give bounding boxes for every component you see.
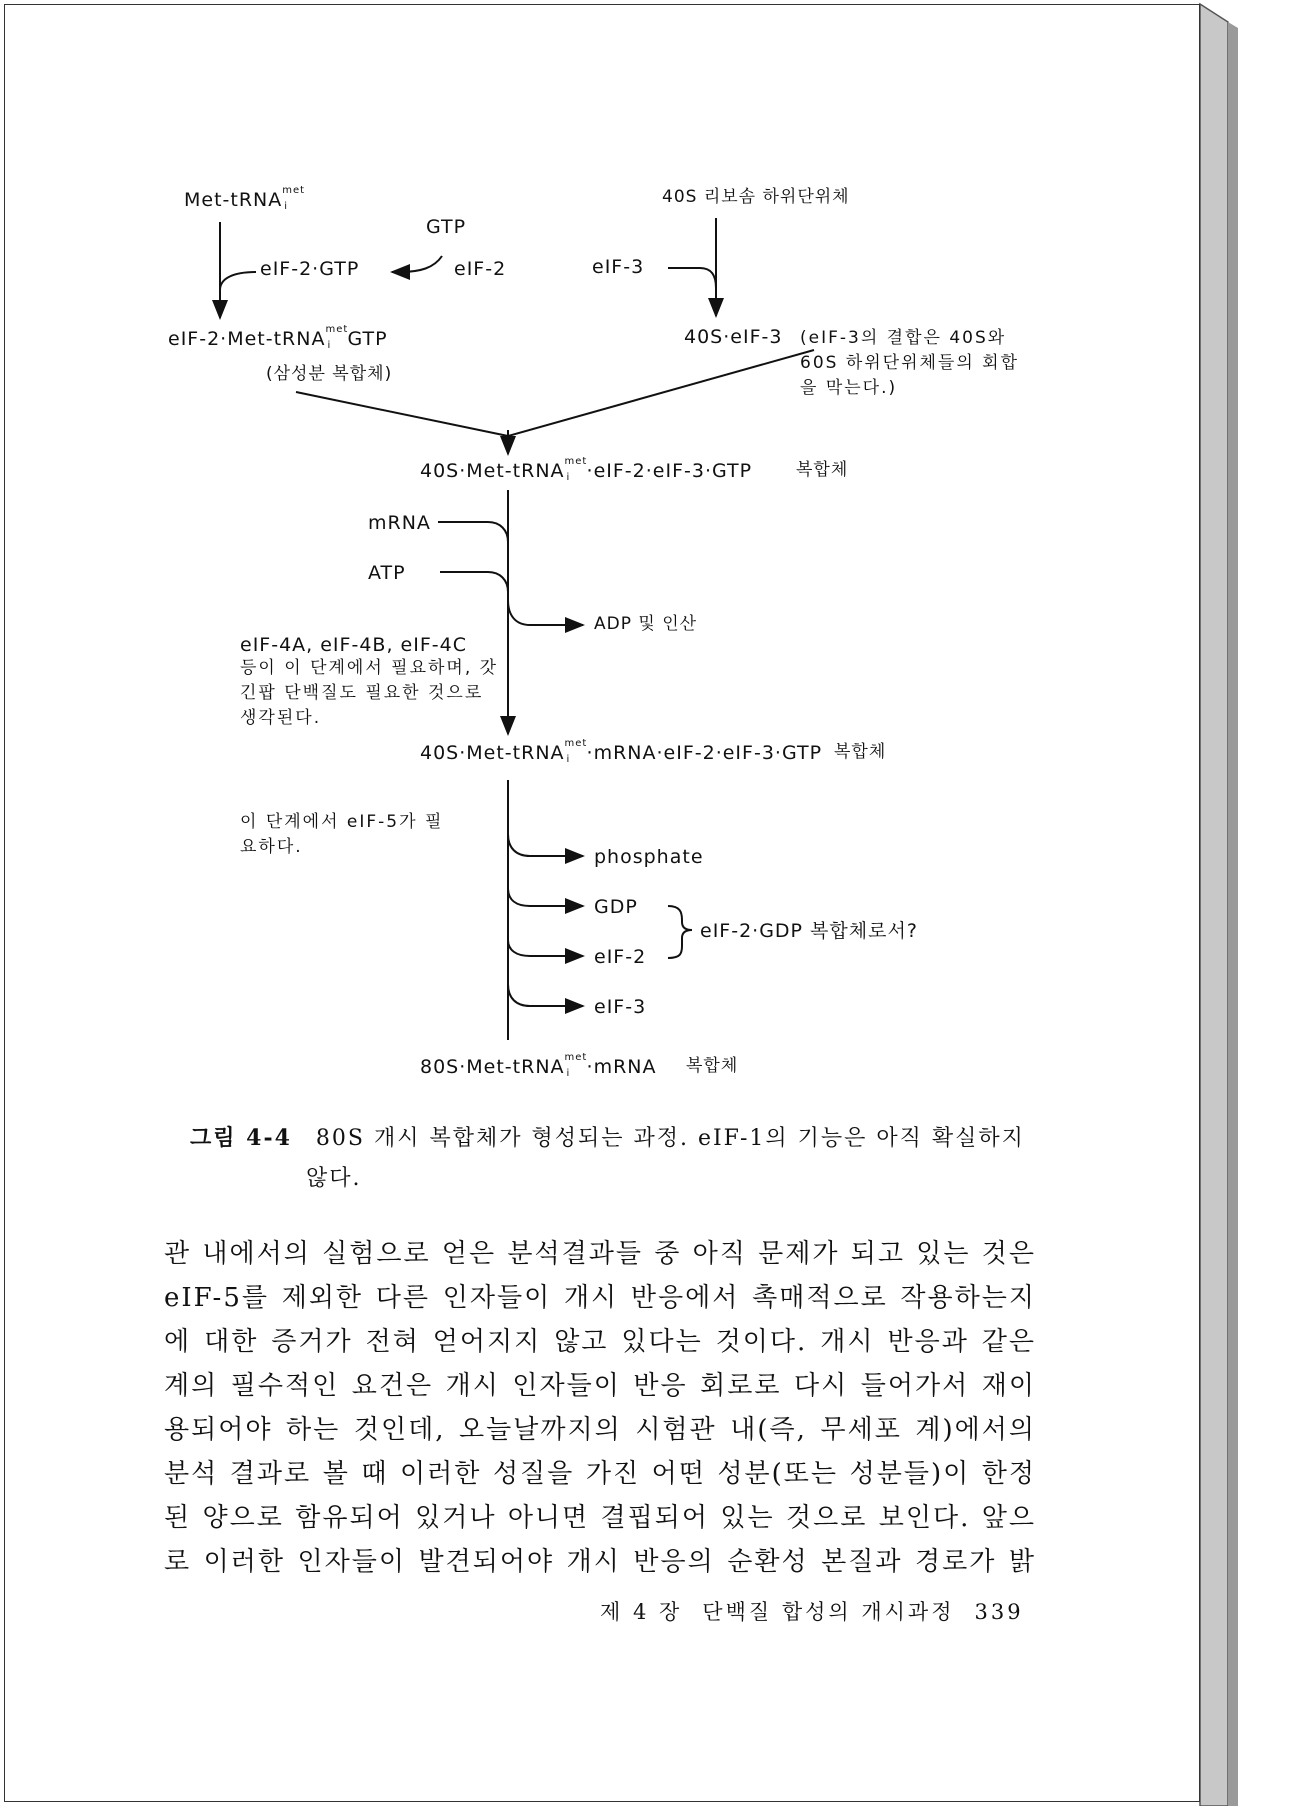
eif3-note: (eIF-3의 결합은 40S와 60S 하위단위체들의 회합을 막는다.) [800, 328, 1020, 398]
eif5-note: 이 단계에서 eIF-5가 필요하다. [240, 812, 444, 857]
eif2-out-label: eIF-2 [594, 946, 647, 968]
chapter-title: 단백질 합성의 개시과정 [702, 1600, 955, 1624]
final-complex-word: 복합체 [686, 1056, 739, 1076]
brace-gdp-eif2 [668, 906, 692, 958]
merge-left [296, 392, 508, 436]
curve-eif2gtp [220, 272, 256, 290]
eif3-out-label: eIF-3 [594, 996, 647, 1018]
eif4-note-rest: 등이 이 단계에서 필요하며, 갓 긴팝 단백질도 필요한 것으로 생각된다. [240, 658, 499, 728]
curve-mrna [438, 522, 508, 542]
ternary-complex-label: eIF-2·Met-tRNA met i GTP [168, 324, 388, 351]
s40-eif3-label: 40S·eIF-3 [684, 326, 783, 348]
arrow-eif2-out [508, 940, 583, 956]
atp-label: ATP [368, 562, 406, 584]
figure-number: 그림 4-4 [190, 1125, 292, 1151]
gtp-label: GTP [426, 216, 467, 238]
caption-continuation: 않다. [306, 1166, 362, 1191]
chapter-number: 제 4 장 [600, 1600, 683, 1624]
figure-caption [190, 1118, 1050, 1199]
body-line: 관 내에서의 실험으로 얻은 분석결과들 중 아직 문제가 되고 있는 것은 [164, 1239, 1036, 1269]
curve-eif3 [668, 268, 716, 288]
eif3-label: eIF-3 [592, 256, 645, 278]
running-footer [600, 1596, 1024, 1626]
eif4-note-line1: eIF-4A, eIF-4B, eIF-4C [240, 634, 467, 656]
page-number: 339 [974, 1600, 1024, 1624]
body-line: 용되어야 하는 것인데, 오늘날까지의 시험관 내(즉, 무세포 계)에서의 [164, 1415, 1036, 1445]
curve-atp [440, 572, 508, 592]
eif2-gtp-label: eIF-2·GTP [260, 258, 360, 280]
final-complex-label: 80S·Met-tRNA met i ·mRNA [420, 1052, 657, 1079]
complex2-label: 40S·Met-tRNA met i ·mRNA·eIF-2·eIF-3·GTP [420, 738, 823, 765]
eif2gdp-note: eIF-2·GDP 복합체로서? [700, 920, 918, 942]
body-line: 계의 필수적인 요건은 개시 인자들이 반응 회로로 다시 들어가서 재이 [164, 1371, 1036, 1401]
body-line: 로 이러한 인자들이 발견되어야 개시 반응의 순환성 본질과 경로가 밝 [164, 1547, 1036, 1577]
mrna-label: mRNA [368, 512, 431, 534]
arrow-eif3-out [508, 984, 583, 1006]
complex1-label: 40S·Met-tRNA met i ·eIF-2·eIF-3·GTP [420, 456, 753, 483]
arrow-phosphate [508, 834, 583, 856]
body-line: 분석 결과로 볼 때 이러한 성질을 가진 어떤 성분(또는 성분들)이 한정 [164, 1459, 1036, 1489]
body-line: 된 양으로 함유되어 있거나 아니면 결핍되어 있는 것으로 보인다. 앞으 [164, 1503, 1036, 1533]
arrow-gdp [508, 888, 583, 906]
body-paragraph [164, 1232, 1036, 1584]
complex1-word: 복합체 [796, 460, 849, 480]
merge-right [508, 350, 814, 436]
met-trna-label: Met-tRNA met i [184, 185, 306, 212]
ribosome-40s-label: 40S 리보솜 하위단위체 [662, 187, 850, 207]
body-line: eIF-5를 제외한 다른 인자들이 개시 반응에서 촉매적으로 작용하는지 [164, 1283, 1036, 1313]
adp-label: ADP 및 인산 [594, 614, 698, 634]
gdp-label: GDP [594, 896, 638, 918]
arrow-eif2 [392, 256, 442, 272]
phosphate-label: phosphate [594, 846, 704, 868]
caption-text: 80S 개시 복합체가 형성되는 과정. eIF-1의 기능은 아직 확실하지 [315, 1126, 1025, 1151]
complex2-word: 복합체 [834, 742, 887, 762]
arrow-adp [508, 600, 583, 625]
eif2-label: eIF-2 [454, 258, 507, 280]
ternary-note: (삼성분 복합체) [266, 364, 393, 384]
body-line: 에 대한 증거가 전혀 얻어지지 않고 있다는 것이다. 개시 반응과 같은 [164, 1327, 1036, 1357]
